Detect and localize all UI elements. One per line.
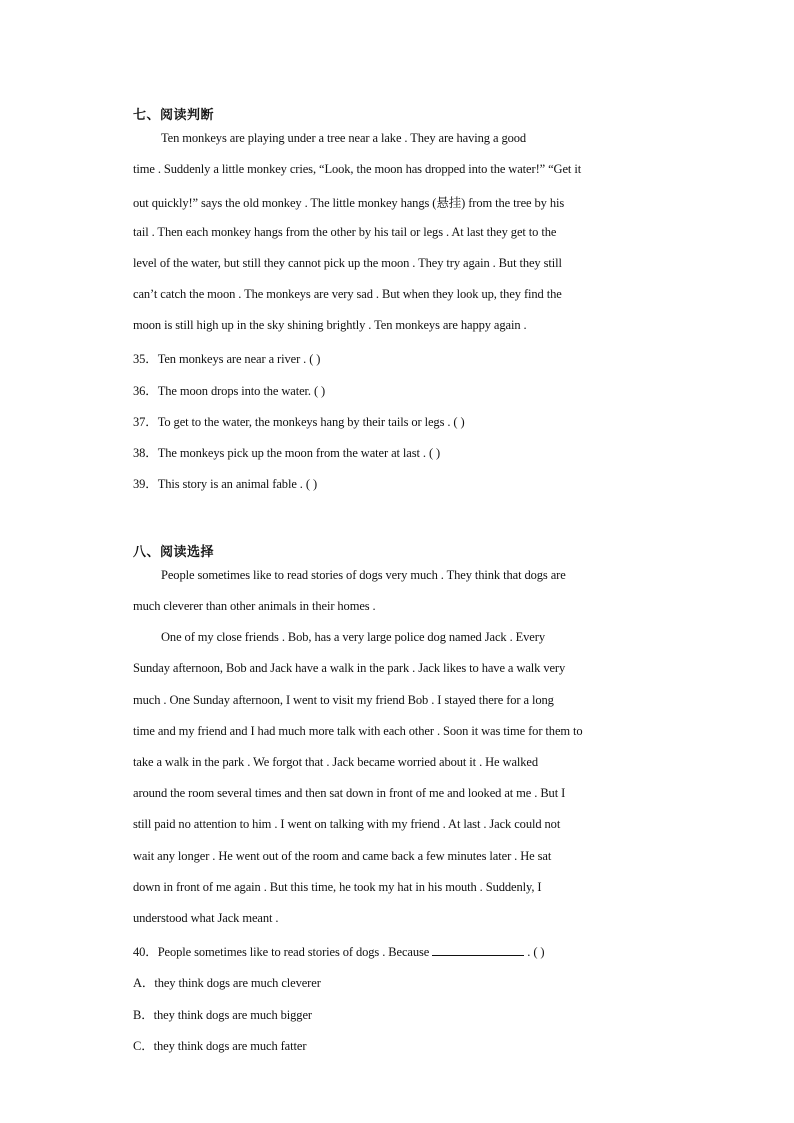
question-38: 38．The monkeys pick up the moon from the water at last . ( ) <box>133 446 441 460</box>
passage-line: Ten monkeys are playing under a tree near a lake . They are having a good <box>161 131 527 145</box>
question-40 <box>133 942 545 960</box>
question-39: 39．This story is an animal fable . ( ) <box>133 477 318 491</box>
passage-line: can’t catch the moon . The monkeys are very sad . But when they look up, they find the <box>133 287 562 301</box>
passage-line: down in front of me again . But this time, he took my hat in his mouth . Suddenly, I <box>133 880 542 894</box>
question-40-suffix: . ( ) <box>524 945 545 959</box>
option-a: A．they think dogs are much cleverer <box>133 976 321 990</box>
passage-line: out quickly!” says the old monkey . The little monkey hangs (悬挂) from the tree by his <box>133 196 565 210</box>
question-36: 36．The moon drops into the water. ( ) <box>133 384 326 398</box>
question-37: 37．To get to the water, the monkeys hang by their tails or legs . ( ) <box>133 415 465 429</box>
option-c: C．they think dogs are much fatter <box>133 1039 307 1053</box>
answer-blank[interactable] <box>432 944 524 956</box>
passage-line: level of the water, but still they cannot pick up the moon . They try again . But they still <box>133 256 562 270</box>
passage-line: still paid no attention to him . I went on talking with my friend . At last . Jack could not <box>133 817 561 831</box>
passage-line: take a walk in the park . We forgot that . Jack became worried about it . He walked <box>133 755 539 769</box>
passage-line: moon is still high up in the sky shining brightly . Ten monkeys are happy again . <box>133 318 527 332</box>
passage-line: around the room several times and then sat down in front of me and looked at me . But I <box>133 786 566 800</box>
passage-line: wait any longer . He went out of the room and came back a few minutes later . He sat <box>133 849 552 863</box>
option-b: B．they think dogs are much bigger <box>133 1008 312 1022</box>
question-40-prefix: 40．People sometimes like to read stories of dogs . Because <box>133 945 430 959</box>
passage-line: One of my close friends . Bob, has a very large police dog named Jack . Every <box>161 630 545 644</box>
passage-line: time . Suddenly a little monkey cries, “Look, the moon has dropped into the water!” “Get it <box>133 162 582 176</box>
question-35: 35．Ten monkeys are near a river . ( ) <box>133 352 321 366</box>
passage-line: Sunday afternoon, Bob and Jack have a walk in the park . Jack likes to have a walk very <box>133 661 566 675</box>
passage-line: understood what Jack meant . <box>133 911 279 925</box>
passage-line: tail . Then each monkey hangs from the other by his tail or legs . At last they get to the <box>133 225 557 239</box>
passage-line: time and my friend and I had much more talk with each other . Soon it was time for them to <box>133 724 583 738</box>
passage-line: much . One Sunday afternoon, I went to visit my friend Bob . I stayed there for a long <box>133 693 554 707</box>
passage-line: People sometimes like to read stories of dogs very much . They think that dogs are <box>161 568 566 582</box>
section-8-heading: 八、阅读选择 <box>133 545 215 560</box>
passage-line: much cleverer than other animals in their homes . <box>133 599 376 613</box>
section-7-heading: 七、阅读判断 <box>133 108 215 123</box>
